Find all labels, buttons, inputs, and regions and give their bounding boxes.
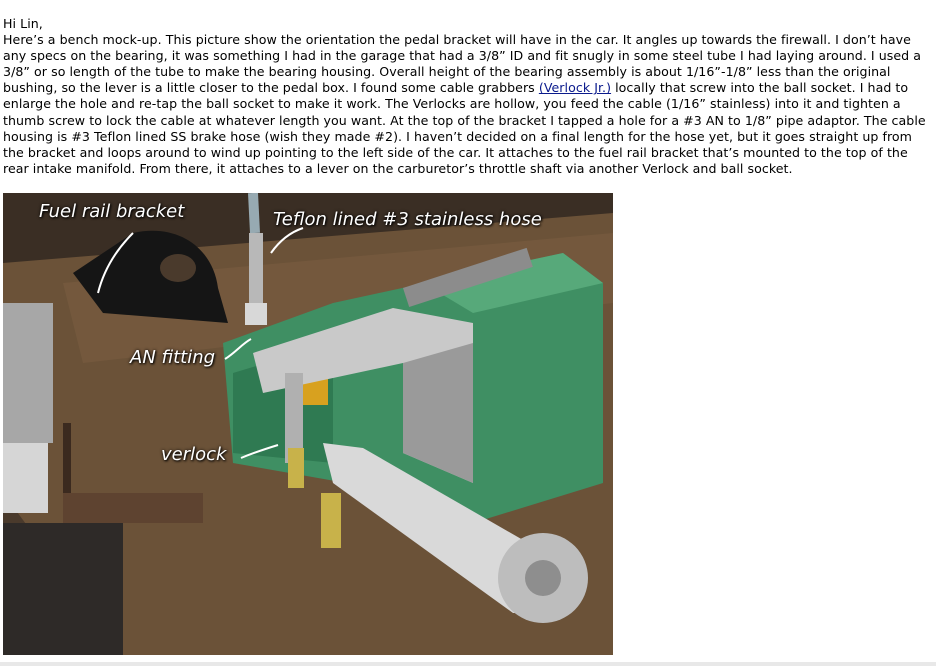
paragraph-text-1: Here’s a bench mock-up. This picture show the orientation the pedal bracket will have in the car. It angles up towards the firewall. I don’t have any specs on the bearing, it was something I had in the garage that had a 3/8” ID and fit snugly in some steel tube I had laying around. I used a 3/8” or so length of the tube to make the bearing housing. Overall height of the bearing assembly is about 1/16”-1/8” less than the original bushing, so the lever is a little closer to the pedal box. I found some cable grabbers [3,32,922,96]
email-body [3,16,931,177]
bottom-border [0,662,936,666]
label-teflon-hose: Teflon lined #3 stainless hose [273,209,542,230]
paragraph-text-2: locally that screw into the ball socket. I had to enlarge the hole and re-tap the ball socket to make it work. The Verlocks are hollow, you feed the cable (1/16” stainless) into it and tighten a thumb screw to lock the cable at whatever length you want. At the top of the bracket I tapped a hole for a #3 AN to 1/8” pipe adaptor. The cable housing is #3 Teflon lined SS brake hose (wish they made #2). I haven’t decided on a final length for the hose yet, but it goes straight up from the bracket and loops around to wind up pointing to the left side of the car. It attaches to the fuel rail bracket that’s mounted to the top of the rear intake manifold. From there, it attaches to a lever on the carburetor’s throttle shaft via another Verlock and ball socket. [3,80,926,176]
label-an-fitting: AN fitting [130,347,216,368]
label-fuel-rail-bracket: Fuel rail bracket [39,201,185,222]
bench-mockup-photo [3,193,613,655]
verlock-jr-link[interactable]: (Verlock Jr.) [538,80,612,96]
label-verlock: verlock [161,444,227,465]
email-paragraph [3,32,931,177]
greeting: Hi Lin, [3,16,43,31]
